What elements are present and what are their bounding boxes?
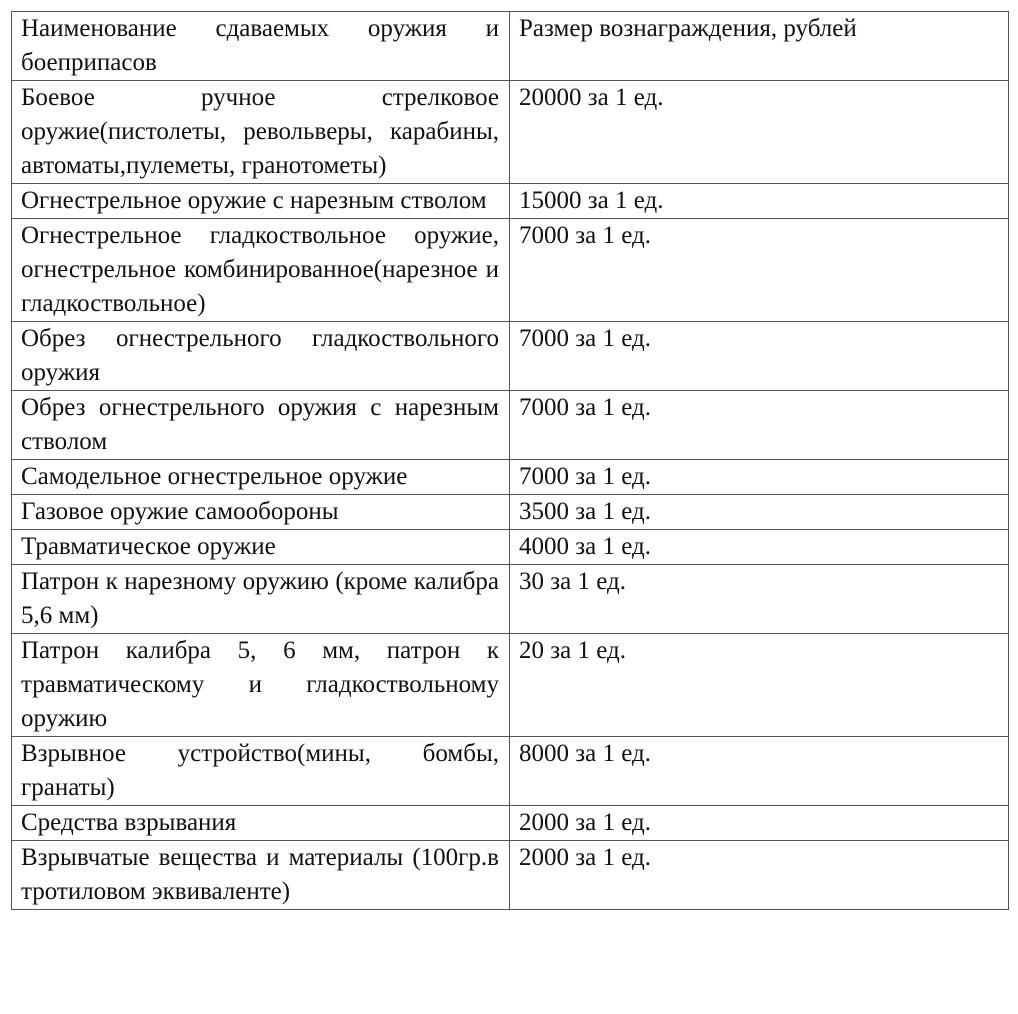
table-row: [12, 391, 1009, 460]
table-row: [12, 460, 1009, 495]
item-name-cell: Взрывчатые вещества и материалы (100гр.в тротиловом эквиваленте): [12, 841, 510, 910]
reward-amount-cell: 3500 за 1 ед.: [510, 495, 1009, 530]
item-name-cell: Средства взрывания: [12, 806, 510, 841]
item-name-cell: Огнестрельное оружие с нарезным стволом: [12, 184, 510, 219]
table-row: [12, 841, 1009, 910]
item-name-cell: Травматическое оружие: [12, 530, 510, 565]
table-row: [12, 184, 1009, 219]
item-name-cell: Самодельное огнестрельное оружие: [12, 460, 510, 495]
reward-amount-cell: 4000 за 1 ед.: [510, 530, 1009, 565]
reward-amount-cell: 7000 за 1 ед.: [510, 322, 1009, 391]
header-cell-amount: Размер вознаграждения, рублей: [510, 12, 1009, 81]
header-cell-name: Наименование сдаваемых оружия и боеприпасов: [12, 12, 510, 81]
reward-amount-cell: 7000 за 1 ед.: [510, 460, 1009, 495]
table-row: [12, 81, 1009, 184]
item-name-cell: Газовое оружие самообороны: [12, 495, 510, 530]
reward-amount-cell: 8000 за 1 ед.: [510, 737, 1009, 806]
item-name-cell: Боевое ручное стрелковое оружие(пистолеты, револьверы, карабины, автоматы,пулеметы, гранотометы): [12, 81, 510, 184]
table-row: [12, 219, 1009, 322]
table-row: [12, 530, 1009, 565]
table-row: [12, 322, 1009, 391]
item-name-cell: Патрон калибра 5, 6 мм, патрон к травматическому и гладкоствольному оружию: [12, 634, 510, 737]
item-name-cell: Обрез огнестрельного гладкоствольного оружия: [12, 322, 510, 391]
reward-amount-cell: 2000 за 1 ед.: [510, 841, 1009, 910]
table-row: [12, 565, 1009, 634]
item-name-cell: Обрез огнестрельного оружия с нарезным стволом: [12, 391, 510, 460]
reward-amount-cell: 7000 за 1 ед.: [510, 391, 1009, 460]
table-row: [12, 806, 1009, 841]
item-name-cell: Огнестрельное гладкоствольное оружие, огнестрельное комбинированное(нарезное и гладкоствольное): [12, 219, 510, 322]
reward-table: [11, 11, 1009, 910]
item-name-cell: Взрывное устройство(мины, бомбы, гранаты): [12, 737, 510, 806]
table-row: [12, 495, 1009, 530]
item-name-cell: Патрон к нарезному оружию (кроме калибра 5,6 мм): [12, 565, 510, 634]
reward-amount-cell: 15000 за 1 ед.: [510, 184, 1009, 219]
reward-amount-cell: 2000 за 1 ед.: [510, 806, 1009, 841]
reward-amount-cell: 30 за 1 ед.: [510, 565, 1009, 634]
reward-amount-cell: 20000 за 1 ед.: [510, 81, 1009, 184]
reward-amount-cell: 20 за 1 ед.: [510, 634, 1009, 737]
table-row: [12, 737, 1009, 806]
table-row: [12, 634, 1009, 737]
reward-amount-cell: 7000 за 1 ед.: [510, 219, 1009, 322]
table-header-row: [12, 12, 1009, 81]
